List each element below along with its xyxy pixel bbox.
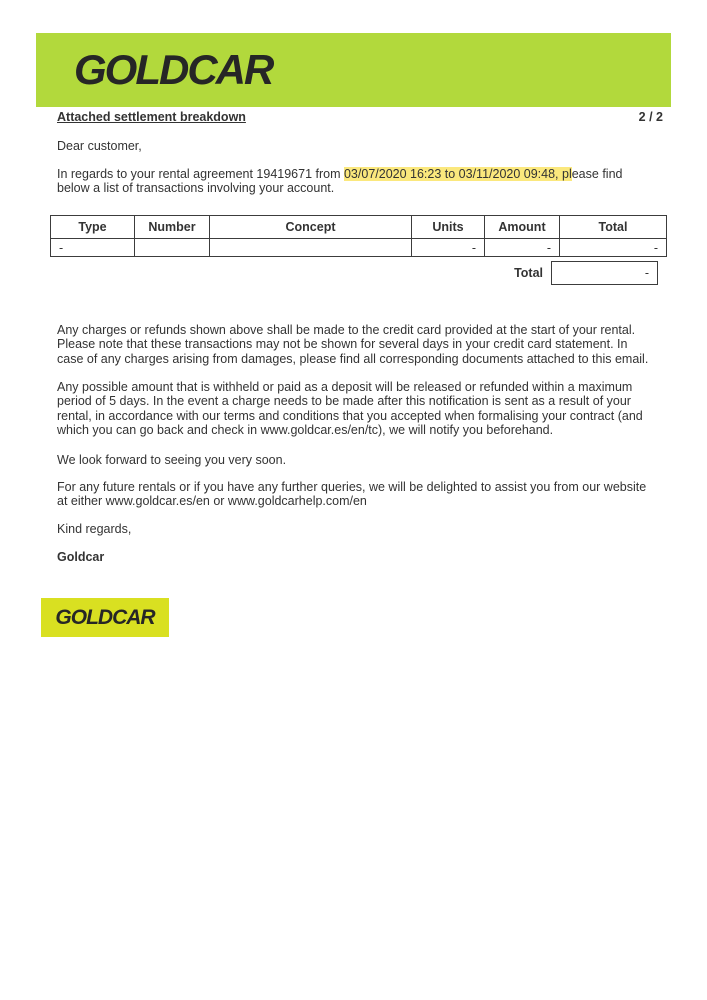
column-header-number: Number	[135, 216, 210, 239]
table-total-row	[50, 261, 666, 285]
closing-line: Kind regards,	[57, 522, 132, 536]
salutation: Dear customer,	[57, 139, 142, 153]
column-header-units: Units	[412, 216, 485, 239]
table-row	[51, 239, 667, 257]
intro-text-after: ease find below a list of transactions involving your account.	[57, 167, 623, 196]
cell-total: -	[560, 239, 667, 257]
footer-logo-badge	[41, 598, 169, 637]
column-header-amount: Amount	[485, 216, 560, 239]
paragraph-future-rentals: For any future rentals or if you have any further queries, we will be delighted to assist you from our website at either www.goldcar.es/en or www.goldcarhelp.com/en	[57, 480, 647, 509]
page-number: 2 / 2	[638, 110, 663, 124]
column-header-total: Total	[560, 216, 667, 239]
goldcar-logo: GOLDCAR	[74, 46, 273, 93]
intro-paragraph	[57, 167, 654, 196]
document-header-row	[57, 110, 663, 124]
intro-text-before: In regards to your rental agreement 19419671 from	[57, 167, 344, 181]
highlighted-rental-dates: 03/07/2020 16:23 to 03/11/2020 09:48, pl	[343, 167, 572, 181]
document-title: Attached settlement breakdown	[57, 110, 246, 124]
transactions-table	[50, 215, 667, 257]
cell-concept	[210, 239, 412, 257]
paragraph-deposit-policy: Any possible amount that is withheld or paid as a deposit will be released or refunded within a maximum period of 5 days. In the event a charge needs to be made after this notification is sent as a result of your rental, in accordance with our terms and conditions that you accepted when formalising your contract (and which you can go back and check in www.goldcar.es/en/tc), we will notify you beforehand.	[57, 380, 643, 438]
goldcar-footer-logo: GOLDCAR	[55, 605, 155, 629]
header-banner	[36, 33, 671, 107]
cell-amount: -	[485, 239, 560, 257]
paragraph-see-you-soon: We look forward to seeing you very soon.	[57, 453, 287, 467]
total-label: Total	[514, 266, 543, 280]
paragraph-charges-refunds: Any charges or refunds shown above shall be made to the credit card provided at the start of your rental. Please note that these transactions may not be shown for several days in your credit card statement. In case of any charges arising from damages, please find all corresponding documents attached to this email.	[57, 323, 649, 366]
cell-units: -	[412, 239, 485, 257]
table-header-row	[51, 216, 667, 239]
total-value: -	[551, 261, 658, 285]
column-header-concept: Concept	[210, 216, 412, 239]
column-header-type: Type	[51, 216, 135, 239]
signature-name: Goldcar	[57, 550, 105, 564]
cell-number	[135, 239, 210, 257]
cell-type: -	[51, 239, 135, 257]
